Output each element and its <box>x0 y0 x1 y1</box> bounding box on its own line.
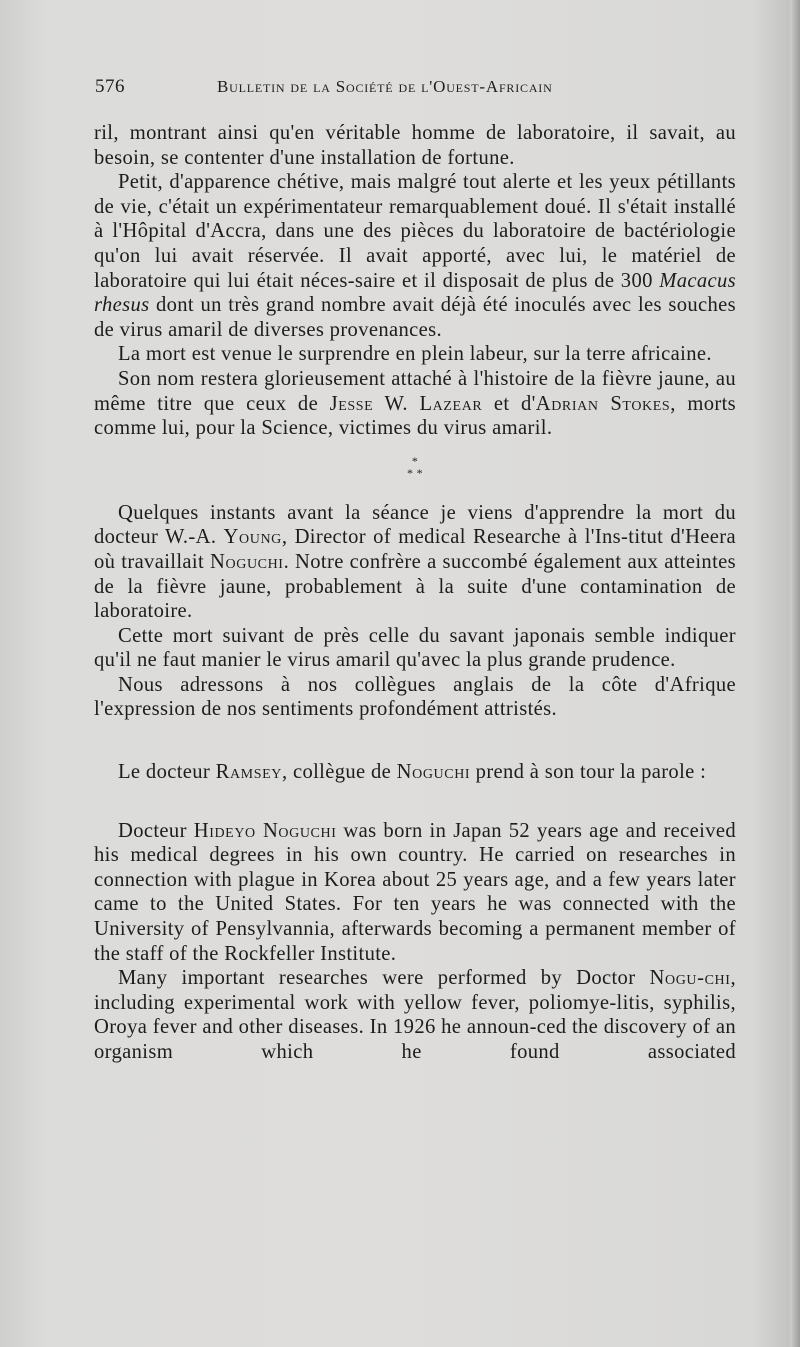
page-header <box>95 76 735 104</box>
spacer <box>94 785 736 819</box>
person-name: Young <box>223 526 282 549</box>
paragraph-7: Nous adressons à nos collègues anglais de la côte d'Afrique l'expression de nos sentiments profondément attristés. <box>94 673 736 721</box>
paragraph-2: Petit, d'apparence chétive, mais malgré tout alerte et les yeux pétillants de vie, c'était un expérimentateur remarquablement doué. Il s'était installé à l'Hôpital d'Accra, dans une des pièces du laboratoire de bactériologie qu'on lui avait réservée. Il avait apporté, avec lui, le matériel de laboratoire qui lui était néces-saire et il disposait de plus de 300 Macacus rhesus dont un très grand nombre avait déjà été inoculés avec les souches de virus amaril de diverses provenances. <box>94 171 736 341</box>
running-title: Bulletin de la Société de l'Ouest-Africain <box>217 77 553 96</box>
paragraph-8: Le docteur Ramsey, collègue de Noguchi prend à son tour la parole : <box>118 761 707 784</box>
asterism-bottom: * * <box>406 465 424 480</box>
paragraph-6: Cette mort suivant de près celle du savant japonais semble indiquer qu'il ne faut manier le virus amaril qu'avec la plus grande prudence. <box>94 624 736 672</box>
paragraph-10: Many important researches were performed by Doctor Nogu-chi, including experimental work with yellow fever, poliomye-litis, syphilis, Oroya fever and other diseases. In 1926 he announ-ced the discovery of an organism which he found associated <box>94 967 736 1063</box>
page-edge-shadow <box>790 0 800 1347</box>
person-name: Jesse <box>329 392 374 415</box>
species-name: Macacus rhesus <box>94 269 736 317</box>
person-name: Adrian Stokes <box>535 392 671 415</box>
paragraph-1: ril, montrant ainsi qu'en véritable homme de laboratoire, il savait, au besoin, se contenter d'une installation de fortune. <box>94 122 736 169</box>
person-name: Noguchi <box>210 550 284 573</box>
person-name: Nogu-chi <box>649 967 731 990</box>
person-name: Hideyo Noguchi <box>193 819 337 842</box>
asterism-top: * <box>411 453 419 468</box>
body-text <box>94 121 736 1065</box>
person-name: Ramsey <box>215 761 282 784</box>
person-name: Lazear <box>419 392 483 415</box>
person-name: Noguchi <box>396 761 471 784</box>
paragraph-3: La mort est venue le surprendre en plein labeur, sur la terre africaine. <box>118 343 712 366</box>
paragraph-5: Quelques instants avant la séance je viens d'apprendre la mort du docteur W.-A. Young, Director of medical Researche à l'Ins-titut d'Heera où travaillait Noguchi. Notre confrère a succombé également aux atteintes de la fièvre jaune, probablement à la suite d'une contamination de laboratoire. <box>94 501 736 623</box>
section-asterism <box>94 455 736 479</box>
spacer <box>94 722 736 760</box>
page-number: 576 <box>95 76 125 97</box>
paragraph-4: Son nom restera glorieusement attaché à l'histoire de la fièvre jaune, au même titre que ceux de Jesse W. Lazear et d'Adrian Stokes, morts comme lui, pour la Science, victimes du virus amaril. <box>94 367 736 440</box>
paragraph-9: Docteur Hideyo Noguchi was born in Japan 52 years age and received his medical degrees in his own country. He carried on researches in connection with plague in Korea about 25 years age, and a few years later came to the United States. For ten years he was connected with the University of Pensylvannia, afterwards becoming a permanent member of the staff of the Rockfeller Institute. <box>94 819 737 965</box>
